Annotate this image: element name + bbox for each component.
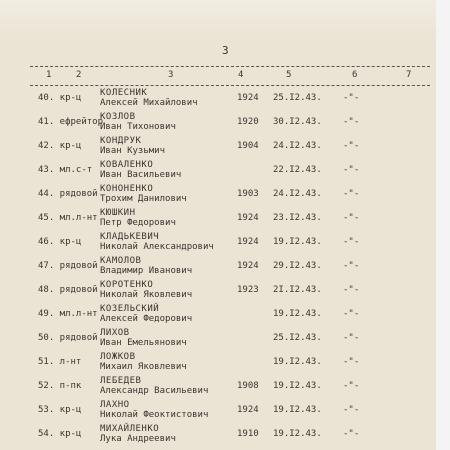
row-surname: МИХАЙЛЕНКО [100,424,160,434]
row-given-name: Петр Федорович [100,218,176,228]
table-row [0,232,436,254]
row-ditto-mark: -"- [343,93,360,103]
row-ditto-mark: -"- [343,141,360,151]
row-ditto-mark: -"- [343,309,360,319]
table-row [0,208,436,230]
row-surname: ЛОЖКОВ [100,352,136,362]
row-number-rank: 51. л-нт [38,357,82,367]
row-number-rank: 47. рядовой [38,261,98,271]
row-ditto-mark: -"- [343,213,360,223]
table-row [0,328,436,350]
row-given-name: Михаил Яковлевич [100,362,187,372]
row-number-rank: 49. мл.л-нт [38,309,98,319]
column-header-3: 3 [168,70,175,80]
row-date: 19.I2.43. [273,381,322,391]
column-header-5: 5 [286,70,293,80]
row-surname: КЛАДЬКЕВИЧ [100,232,160,242]
row-date: 25.I2.43. [273,93,322,103]
row-birth-year: 1903 [237,189,259,199]
row-surname: КАМОЛОВ [100,256,142,266]
row-given-name: Алексей Михайлович [100,98,198,108]
column-header-4: 4 [238,70,245,80]
row-number-rank: 42. кр-ц [38,141,82,151]
row-birth-year: 1924 [237,261,259,271]
row-birth-year: 1920 [237,117,259,127]
row-date: 19.I2.43. [273,237,322,247]
table-row [0,184,436,206]
row-surname: КОЗЛОВ [100,112,136,122]
row-date: 19.I2.43. [273,405,322,415]
row-date: 25.I2.43. [273,333,322,343]
row-surname: КОНОНЕНКО [100,184,154,194]
row-birth-year: 1924 [237,237,259,247]
scan-margin [436,0,450,450]
page-number: 3 [222,44,229,57]
row-given-name: Лука Андреевич [100,434,176,444]
row-ditto-mark: -"- [343,189,360,199]
row-given-name: Александр Васильевич [100,386,209,396]
table-row [0,136,436,158]
row-surname: КОЛЕСНИК [100,88,148,98]
row-ditto-mark: -"- [343,405,360,415]
row-number-rank: 43. мл.с-т [38,165,93,175]
row-date: 24.I2.43. [273,141,322,151]
row-date: 2I.I2.43. [273,285,322,295]
row-given-name: Трохим Данилович [100,194,187,204]
row-birth-year: 1923 [237,285,259,295]
table-row [0,400,436,422]
row-given-name: Иван Кузьмич [100,146,166,156]
row-given-name: Иван Емельянович [100,338,187,348]
row-given-name: Николай Яковлевич [100,290,193,300]
row-date: 23.I2.43. [273,213,322,223]
row-ditto-mark: -"- [343,357,360,367]
row-surname: ЛАХНО [100,400,130,410]
row-ditto-mark: -"- [343,381,360,391]
row-number-rank: 54. кр-ц [38,429,82,439]
row-birth-year: 1924 [237,405,259,415]
row-given-name: Николай Феоктистович [100,410,209,420]
table-row [0,280,436,302]
row-birth-year: 1924 [237,93,259,103]
row-given-name: Иван Васильевич [100,170,182,180]
row-number-rank: 44. рядовой [38,189,98,199]
table-row [0,304,436,326]
row-birth-year: 1904 [237,141,259,151]
row-date: 19.I2.43. [273,357,322,367]
row-surname: ЛЕБЕДЕВ [100,376,142,386]
row-surname: КОВАЛЕНКО [100,160,154,170]
row-number-rank: 50. рядовой [38,333,98,343]
column-header-6: 6 [352,70,359,80]
row-surname: КОЗЕЛЬСКИЙ [100,304,160,314]
row-date: 19.I2.43. [273,429,322,439]
row-number-rank: 40. кр-ц [38,93,82,103]
table-row [0,352,436,374]
row-birth-year: 1910 [237,429,259,439]
row-date: 30.I2.43. [273,117,322,127]
column-header-row [30,66,430,86]
column-header-2: 2 [76,70,83,80]
row-ditto-mark: -"- [343,165,360,175]
row-number-rank: 45. мл.л-нт [38,213,98,223]
row-date: 19.I2.43. [273,309,322,319]
table-row [0,376,436,398]
row-given-name: Алексей Федорович [100,314,193,324]
table-row [0,88,436,110]
row-ditto-mark: -"- [343,261,360,271]
column-header-1: 1 [46,70,53,80]
row-date: 22.I2.43. [273,165,322,175]
row-surname: ЛИХОВ [100,328,130,338]
table-row [0,424,436,446]
table-row [0,256,436,278]
row-ditto-mark: -"- [343,117,360,127]
row-surname: КОРОТЕНКО [100,280,154,290]
row-number-rank: 46. кр-ц [38,237,82,247]
row-number-rank: 53. кр-ц [38,405,82,415]
row-ditto-mark: -"- [343,429,360,439]
row-ditto-mark: -"- [343,237,360,247]
row-date: 24.I2.43. [273,189,322,199]
row-ditto-mark: -"- [343,333,360,343]
column-header-7: 7 [406,70,413,80]
row-ditto-mark: -"- [343,285,360,295]
row-number-rank: 52. п-пк [38,381,82,391]
row-birth-year: 1924 [237,213,259,223]
row-given-name: Владимир Иванович [100,266,193,276]
row-surname: КОНДРУК [100,136,142,146]
row-date: 29.I2.43. [273,261,322,271]
row-number-rank: 48. рядовой [38,285,98,295]
row-number-rank: 41. ефрейтор [38,117,104,127]
row-given-name: Николай Александрович [100,242,214,252]
row-given-name: Иван Тихонович [100,122,176,132]
row-surname: КЮШКИН [100,208,136,218]
table-row [0,112,436,134]
table-row [0,160,436,182]
row-birth-year: 1908 [237,381,259,391]
